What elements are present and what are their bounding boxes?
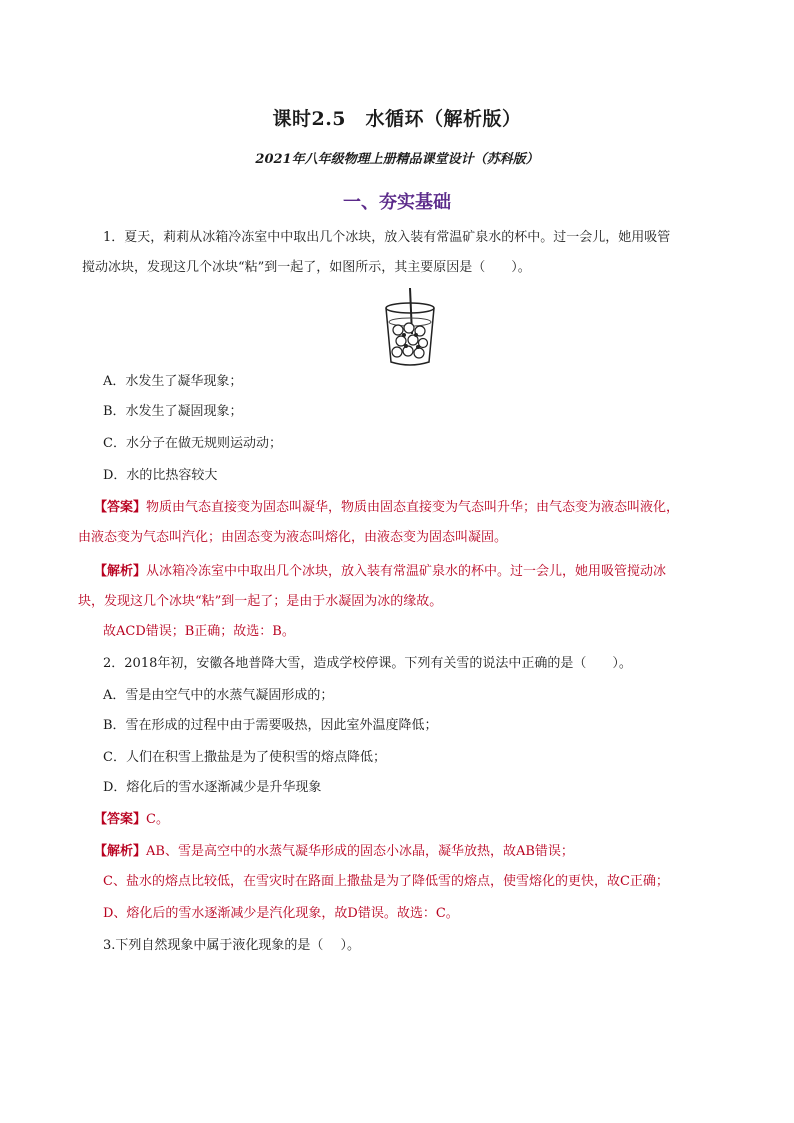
q2-analysis-text: AB、雪是高空中的水蒸气凝华形成的固态小冰晶，凝华放热，故AB错误；	[146, 844, 574, 859]
answer-tag: 【答案】	[94, 812, 147, 827]
q2-option-c: C．人们在积雪上撒盐是为了使积雪的熔点降低；	[103, 750, 386, 765]
q1-analysis-line2: 块，发现这几个冰块“粘”到一起了；是由于水凝固为冰的缘故。	[78, 594, 443, 609]
q2-stem: 2．2018年初，安徽各地普降大雪，造成学校停课。下列有关雪的说法中正确的是（ ）。	[103, 656, 632, 671]
q1-option-b: B．水发生了凝固现象；	[103, 404, 243, 419]
q1-stem-line1: 1．夏天，莉莉从冰箱冷冻室中中取出几个冰块，放入装有常温矿泉水的杯中。过一会儿，她用吸管	[103, 230, 671, 245]
section-heading: 一、夯实基础	[343, 192, 451, 213]
document-title: 课时2.5 水循环（解析版）	[272, 108, 522, 130]
q1-option-a: A．水发生了凝华现象；	[103, 374, 243, 389]
q2-analysis-line3: D、熔化后的雪水逐渐减少是汽化现象，故D错误。故选：C。	[103, 906, 459, 921]
q2-answer-value: C。	[146, 812, 169, 827]
q3-stem: 3.下列自然现象中属于液化现象的是（ ）。	[103, 938, 361, 953]
q1-answer-text: 物质由气态直接变为固态叫凝华，物质由固态直接变为气态叫升华；由气态变为液态叫液化，	[146, 500, 680, 515]
analysis-tag: 【解析】	[94, 844, 147, 859]
q1-analysis-text: 从冰箱冷冻室中中取出几个冰块，放入装有常温矿泉水的杯中。过一会儿，她用吸管搅动冰	[146, 564, 667, 579]
answer-tag: 【答案】	[94, 500, 147, 515]
q2-option-b: B．雪在形成的过程中由于需要吸热，因此室外温度降低；	[103, 718, 438, 733]
document-subtitle: 2021年八年级物理上册精品课堂设计（苏科版）	[255, 152, 539, 167]
q2-analysis-line2: C、盐水的熔点比较低，在雪灾时在路面上撒盐是为了降低雪的熔点，使雪熔化的更快，故C正确；	[103, 874, 669, 889]
q1-option-d: D．水的比热容较大	[103, 468, 218, 483]
q2-analysis-line1	[94, 842, 714, 862]
q1-option-c: C．水分子在做无规则运动动；	[103, 436, 282, 451]
q1-conclusion: 故ACD错误；B正确；故选：B。	[103, 624, 295, 639]
q1-analysis-line1	[94, 562, 714, 582]
q2-option-d: D．熔化后的雪水逐渐减少是升华现象	[103, 780, 322, 795]
q1-answer-line2: 由液态变为气态叫汽化；由固态变为液态叫熔化，由液态变为固态叫凝固。	[78, 530, 508, 545]
analysis-tag: 【解析】	[94, 564, 147, 579]
q1-answer-line1	[94, 498, 714, 518]
q1-stem-line2: 搅动冰块，发现这几个冰块“粘”到一起了，如图所示，其主要原因是（ ）。	[82, 260, 531, 275]
q2-answer	[94, 810, 714, 830]
cup-with-ice-and-straw-icon	[382, 286, 438, 368]
q2-option-a: A．雪是由空气中的水蒸气凝固形成的；	[103, 688, 334, 703]
